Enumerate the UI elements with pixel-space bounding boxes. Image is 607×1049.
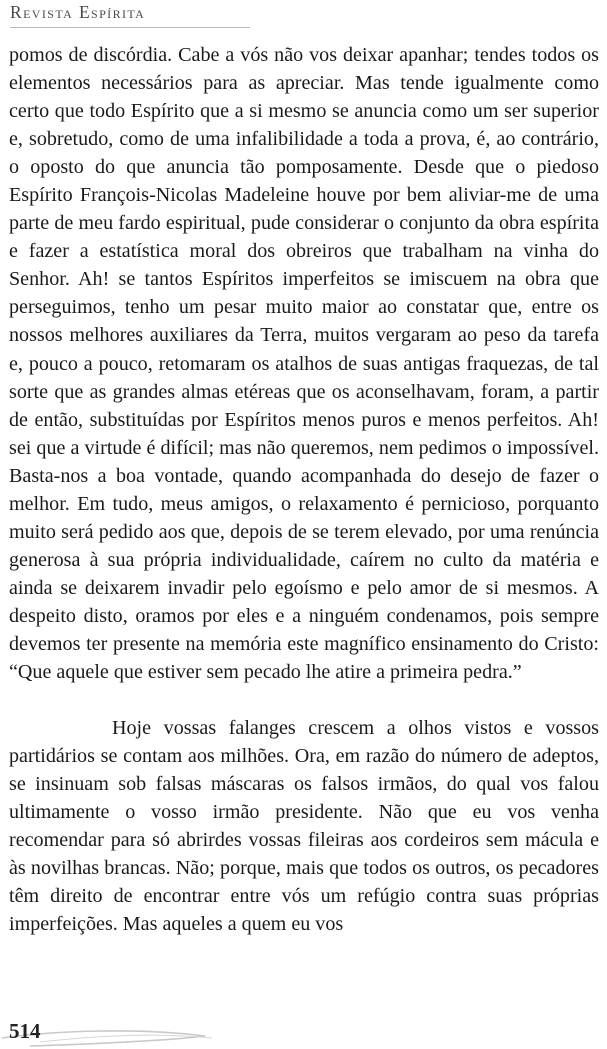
running-header-title: Revista Espírita (10, 2, 146, 22)
article-body (9, 41, 599, 938)
header-divider (10, 27, 250, 28)
page-number: 514 (9, 1019, 41, 1043)
paragraph: Hoje vossas falanges crescem a olhos vistos e vossos partidários se contam aos milhões. Ora, em razão do número de adeptos, se insinuam sob falsas máscaras os falsos irmãos, do qual vos falou ultimamente o vosso irmão presidente. Não que eu vos venha recomendar para só abrirdes vossas fileiras aos cordeiros sem mácula e às novilhas brancas. Não; porque, mais que todos os outros, os pecadores têm direito de encontrar entre vós um refúgio contra suas próprias imperfeições. Mas aqueles a quem eu vos (9, 717, 599, 936)
paragraph: pomos de discórdia. Cabe a vós não vos deixar apanhar; tendes todos os elementos necessários para as apreciar. Mas tende igualmente como certo que todo Espírito que a si mesmo se anuncia como um ser superior e, sobretudo, como de uma infalibilidade a toda a prova, é, ao contrário, o oposto do que anuncia tão pomposamente. Desde que o piedoso Espírito François-Nicolas Madeleine houve por bem aliviar-me de uma parte de meu fardo espiritual, pude considerar o conjunto da obra espírita e fazer a estatística moral dos obreiros que trabalham na vinha do Senhor. Ah! se tantos Espíritos imperfeitos se imiscuem na obra que perseguimos, tenho um pesar muito maior ao constatar que, entre os nossos melhores auxiliares da Terra, muitos vergaram ao peso da tarefa e, pouco a pouco, retomaram os atalhos de suas antigas fraquezas, de tal sorte que as grandes almas etéreas que os aconselhavam, foram, a partir de então, substituídas por Espíritos menos puros e menos perfeitos. Ah! sei que a virtude é difícil; mas não queremos, nem pedimos o impossível. Basta-nos a boa vontade, quando acompanhada do desejo de fazer o melhor. Em tudo, meus amigos, o relaxamento é pernicioso, porquanto muito será pedido aos que, depois de se terem elevado, por uma renúncia generosa à sua própria individualidade, caírem no culto da matéria e ainda se deixarem invadir pelo egoísmo e pelo amor de si mesmos. A despeito disto, oramos por eles e a ninguém condenamos, pois sempre devemos ter presente na memória este magnífico ensinamento do Cristo: “Que aquele que estiver sem pecado lhe atire a primeira pedra.” (9, 44, 599, 684)
